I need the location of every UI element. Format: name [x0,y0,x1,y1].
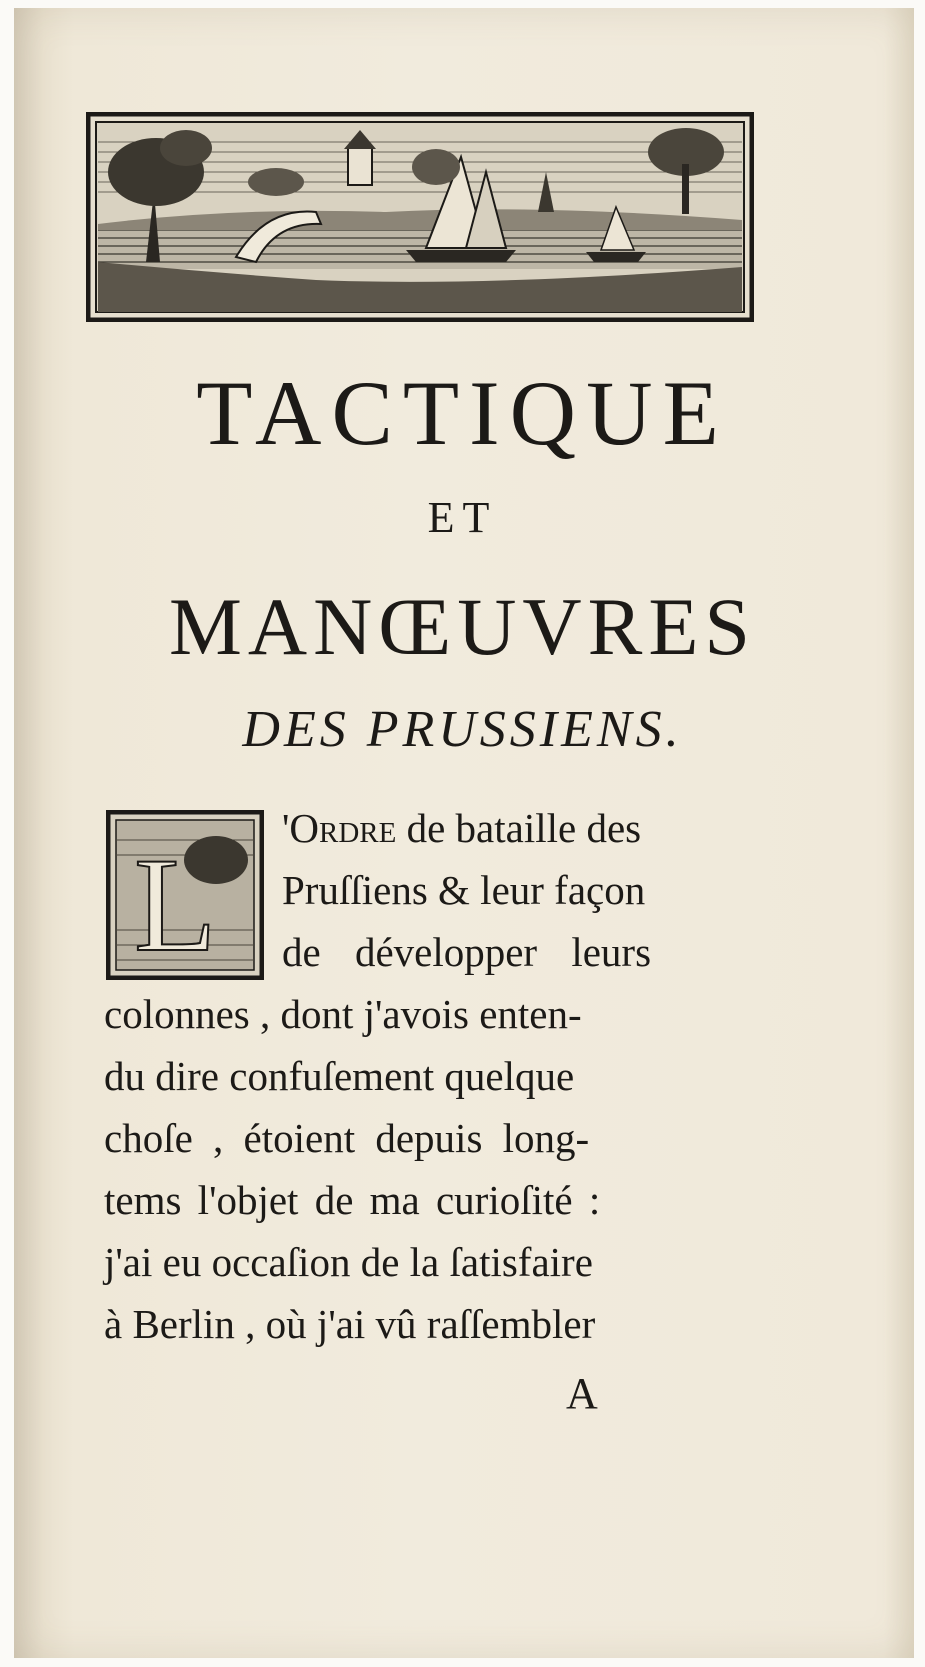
text-line-7: tems l'objet de ma curioſité : [104,1177,601,1223]
text-line-4: colonnes , dont j'avois enten- [104,991,582,1037]
headpiece-woodcut [86,112,754,322]
text-line-8: j'ai eu occaſion de la ſatisfaire [104,1239,593,1285]
title-line-tactique: TACTIQUE [196,362,729,464]
title-line-des-prussiens: DES PRUSSIENS. [242,701,683,758]
title-line-manoeuvres: MANŒUVRES [168,581,757,672]
text-line-1: 'Ordre de bataille des [282,805,642,851]
initial-letter: L [134,831,217,980]
text-line-6: choſe , étoient depuis long- [104,1115,590,1161]
signature-mark: A [566,1369,598,1418]
text-line-9: à Berlin , où j'ai vû raſſembler [104,1301,596,1347]
title-line-et: ET [427,493,498,542]
text-line-2: Pruſſiens & leur façon [282,867,646,913]
decorated-initial-L [106,810,264,980]
text-line-3: de développer leurs [282,929,652,975]
text-line-5: du dire confuſement quelque [104,1053,575,1099]
